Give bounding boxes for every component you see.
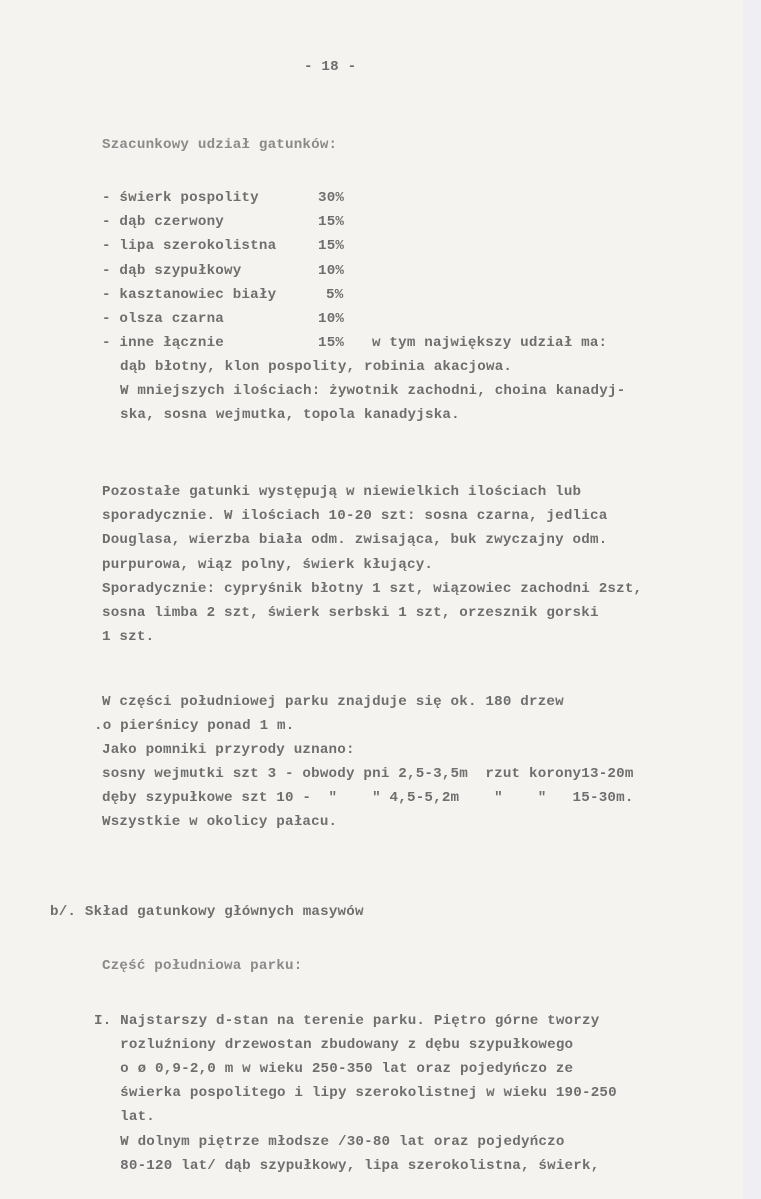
text-line: purpurowa, wiąz polny, świerk kłujący. (102, 557, 434, 573)
species-note: w tym największy udział ma: (372, 335, 608, 351)
species-percent: 15% (318, 335, 345, 351)
text-line: Jako pomniki przyrody uznano: (102, 742, 355, 758)
text-line: sporadycznie. W ilościach 10-20 szt: sosna czarna, jedlica (102, 508, 608, 524)
text-line: I. Najstarszy d-stan na terenie parku. Piętro górne tworzy (94, 1013, 600, 1029)
species-name: - kasztanowiec biały (102, 287, 277, 303)
species-percent: 5% (326, 287, 344, 303)
text-line: .o pierśnicy ponad 1 m. (94, 718, 295, 734)
text-line: Douglasa, wierzba biała odm. zwisająca, buk zwyczajny odm. (102, 532, 608, 548)
species-name: - dąb szypułkowy (102, 263, 242, 279)
text-line: sosna limba 2 szt, świerk serbski 1 szt, orzesznik gorski (102, 605, 599, 621)
scan-edge (743, 0, 761, 1199)
text-line: lat. (94, 1109, 155, 1125)
text-line: 80-120 lat/ dąb szypułkowy, lipa szerokolistna, świerk, (94, 1158, 600, 1174)
species-name: - inne łącznie (102, 335, 224, 351)
species-percent: 15% (318, 214, 345, 230)
text-line: W mniejszych ilościach: żywotnik zachodni, choina kanadyj- (120, 383, 626, 399)
species-name: - olsza czarna (102, 311, 224, 327)
species-percent: 10% (318, 311, 345, 327)
species-name: - dąb czerwony (102, 214, 224, 230)
text-line: ska, sosna wejmutka, topola kanadyjska. (120, 407, 460, 423)
text-line: Sporadycznie: cypryśnik błotny 1 szt, wiązowiec zachodni 2szt, (102, 581, 643, 597)
section-heading: b/. Skład gatunkowy głównych masywów (50, 904, 364, 920)
text-line: 1 szt. (102, 629, 155, 645)
text-line: dęby szypułkowe szt 10 - " " 4,5-5,2m " " 15-30m. (102, 790, 634, 806)
text-line: świerka pospolitego i lipy szerokolistnej w wieku 190-250 (94, 1085, 617, 1101)
text-line: dąb błotny, klon pospolity, robinia akacjowa. (120, 359, 513, 375)
text-line: o ø 0,9-2,0 m w wieku 250-350 lat oraz pojedyńczo ze (94, 1061, 574, 1077)
page-number: - 18 - (304, 59, 357, 75)
text-line: Pozostałe gatunki występują w niewielkich ilościach lub (102, 484, 582, 500)
text-line: sosny wejmutki szt 3 - obwody pni 2,5-3,5m rzut korony13-20m (102, 766, 634, 782)
section-heading: Szacunkowy udział gatunków: (102, 137, 338, 153)
text-line: Wszystkie w okolicy pałacu. (102, 814, 338, 830)
text-line: W dolnym piętrze młodsze /30-80 lat oraz pojedyńczo (94, 1134, 565, 1150)
subsection-heading: Część południowa parku: (102, 958, 303, 974)
species-percent: 30% (318, 190, 345, 206)
text-line: rozluźniony drzewostan zbudowany z dębu szypułkowego (94, 1037, 574, 1053)
text-line: W części południowej parku znajduje się ok. 180 drzew (102, 694, 564, 710)
species-name: - świerk pospolity (102, 190, 259, 206)
species-percent: 10% (318, 263, 345, 279)
species-name: - lipa szerokolistna (102, 238, 277, 254)
species-percent: 15% (318, 238, 345, 254)
